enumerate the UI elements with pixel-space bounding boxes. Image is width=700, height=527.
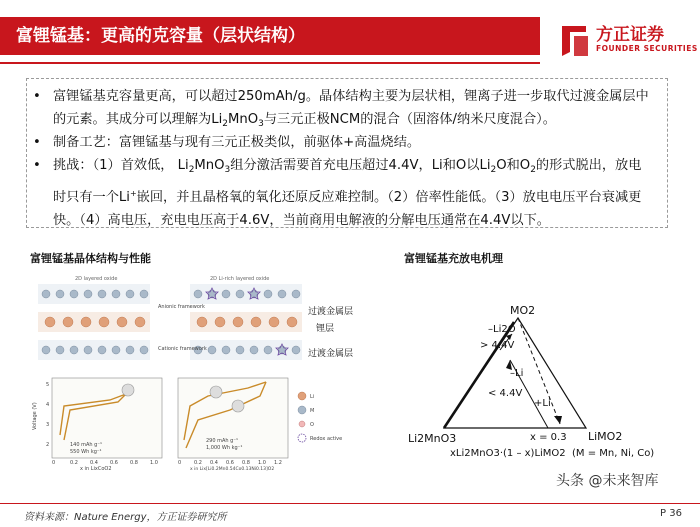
legend-m-label: M: [310, 408, 315, 414]
source-note: 资料来源：Nature Energy，方正证券研究所: [24, 512, 227, 523]
label-li2o: –Li2O: [488, 324, 516, 335]
legend-redox-label: Redox active: [310, 436, 343, 442]
chart1-annotation: 140 mAh g⁻¹: [70, 442, 102, 448]
header-divider: [0, 62, 540, 64]
figure-left-title: 富锂锰基晶体结构与性能: [30, 252, 151, 265]
chart1-xtick: 0.2: [70, 460, 78, 466]
chart1-ytick: 3: [46, 422, 50, 428]
bullet-dot-icon: •: [33, 135, 41, 150]
watermark: 头条 @未来智库: [556, 473, 659, 489]
chart2-structure-icon: [210, 386, 222, 398]
chart2-xtick: 0.2: [194, 460, 202, 466]
chart1-ylabel: Voltage (V): [32, 402, 38, 430]
chart1-xtick: 0: [52, 460, 56, 466]
label-cationic-framework: Cationic framework: [158, 346, 207, 352]
figure-right-title: 富锂锰基充放电机理: [404, 252, 503, 265]
label-voltage-low: < 4.4V: [488, 388, 523, 399]
crystal-structure-figure: [30, 270, 380, 490]
legend-li-label: Li: [310, 394, 315, 400]
page-title: 富锂锰基：更高的克容量（层状结构）: [16, 26, 305, 46]
label-anionic-framework: Anionic framework: [158, 304, 205, 310]
logo-icon: [560, 22, 590, 60]
bullet-dot-icon: •: [33, 158, 41, 173]
chart1-ytick: 4: [46, 402, 50, 408]
panel-b-title: 2D Li-rich layered oxide: [210, 276, 270, 282]
footer: [0, 503, 700, 527]
label-x-value: x = 0.3: [530, 432, 567, 443]
page-number: P 36: [660, 508, 682, 519]
chart2-xtick: 0: [178, 460, 182, 466]
voltage-chart-li-rich: [178, 378, 288, 472]
chart1-xtick: 0.8: [130, 460, 138, 466]
chart2-annotation: 1,000 Wh kg⁻¹: [206, 445, 243, 451]
bullet-text: 挑战：（1）首效低， $Li_2MnO_3$组分激活需要首充电压超过4.4V，Li和O以$Li_2O$和$O_2$的形式脱出，放电时只有一个Li+嵌回，并且晶格氧的氧化还原反应难控制。（2）倍率性能低。（3）放电电压平台衰减更快。（4）高电压，充电电压高于4.6V，当前商用电解液的分解电压通常在4.4V以下。: [53, 158, 642, 228]
bullet-text: 富锂锰基克容量更高，可以超过250mAh/g。晶体结构主要为层状相，锂离子进一步取代过渡金属层中的元素。其成分可以理解为$Li_2MnO_3$与三元正极NCM的混合（固溶体/纳米尺度混合）。: [53, 89, 649, 129]
bullet-textbox: [26, 78, 668, 228]
vertex-top-label: MO2: [510, 304, 536, 317]
logo-name-cn: 方正证券: [596, 25, 664, 45]
chart2-annotation: 290 mAh g⁻¹: [206, 438, 238, 444]
chart1-xtick: 0.6: [110, 460, 118, 466]
layer-label-li: 锂层: [316, 324, 335, 334]
chart1-ytick: 2: [46, 442, 50, 448]
label-voltage-high: > 4.4V: [480, 340, 515, 351]
chart1-ytick: 5: [46, 382, 50, 388]
panel-b-structure: [190, 284, 302, 360]
label-plus-li: +Li: [534, 398, 551, 409]
legend-m-icon: [298, 406, 306, 414]
bullet-item: [33, 131, 651, 154]
chart2-structure-icon: [232, 400, 244, 412]
mechanism-diagram: [400, 290, 680, 470]
bullet-text: 制备工艺：富锂锰基与现有三元正极类似，前驱体+高温烧结。: [53, 135, 421, 150]
layer-label-tm-bottom: 过渡金属层: [308, 349, 354, 359]
company-logo: [560, 20, 698, 62]
activation-path-arrow: [444, 322, 514, 428]
bullet-item: [33, 85, 651, 136]
logo-name-en: FOUNDER SECURITIES: [596, 44, 698, 53]
bullet-item: [33, 154, 651, 232]
chart2-xtick: 1.2: [274, 460, 282, 466]
chart2-xtick: 0.8: [242, 460, 250, 466]
chart1-xlabel: x in LixCoO2: [80, 466, 112, 472]
label-formula: xLi2MnO3·(1 – x)LiMO2: [450, 448, 566, 459]
chart1-structure-icon: [122, 384, 134, 396]
label-m-elements: (M = Mn, Ni, Co): [572, 448, 655, 459]
header-bar: [0, 17, 540, 55]
panel-a-structure: [38, 284, 150, 360]
label-minus-li: –Li: [510, 368, 524, 379]
vertex-right-label: LiMO2: [588, 430, 623, 443]
panel-a-title: 2D layered oxide: [75, 276, 118, 282]
chart1-annotation: 550 Wh kg⁻¹: [70, 449, 102, 455]
legend-o-icon: [299, 421, 305, 427]
chart2-xtick: 0.6: [226, 460, 234, 466]
chart2-xtick: 0.4: [210, 460, 218, 466]
chart2-xlabel: x in Lix[Li0.2Mn0.54Co0.13Ni0.13]O2: [190, 467, 275, 472]
legend-li-icon: [298, 392, 306, 400]
legend-o-label: O: [310, 422, 314, 428]
chart1-xtick: 1.0: [150, 460, 158, 466]
vertex-left-label: Li2MnO3: [408, 432, 457, 445]
chart2-xtick: 1.0: [258, 460, 266, 466]
chart1-xtick: 0.4: [90, 460, 98, 466]
bullet-dot-icon: •: [33, 89, 41, 104]
layer-label-tm-top: 过渡金属层: [308, 307, 354, 317]
